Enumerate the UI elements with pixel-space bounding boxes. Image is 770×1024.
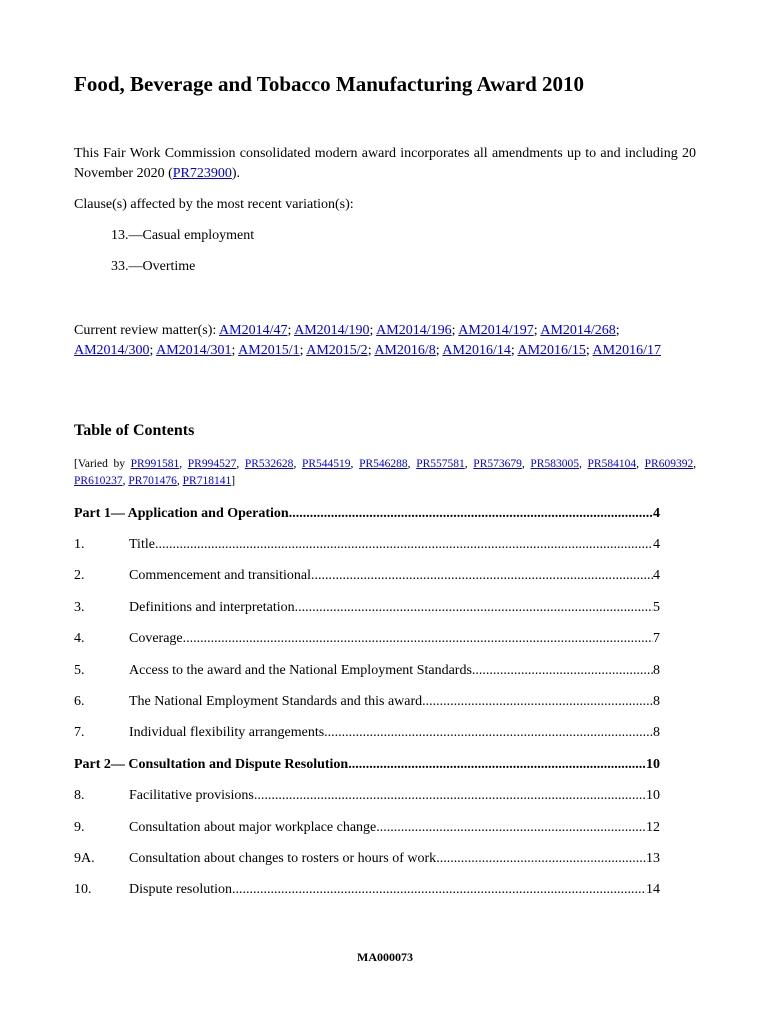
varied-by-link[interactable]: PR532628 — [244, 458, 294, 470]
review-matter-link[interactable]: AM2016/8 — [374, 343, 436, 358]
toc-entry — [129, 882, 660, 898]
intro-variation-link[interactable]: PR723900 — [172, 166, 232, 181]
review-matter-link[interactable]: AM2016/17 — [592, 343, 661, 358]
toc-number: 5. — [74, 662, 85, 678]
toc-entry — [74, 506, 660, 522]
separator: , — [122, 475, 129, 487]
intro-text: This Fair Work Commission consolidated modern award incorporates all amendments up to and including 20 November 2020 ( — [74, 146, 696, 181]
toc-label: Consultation about major workplace change — [129, 819, 377, 835]
toc-heading: Table of Contents — [74, 422, 195, 439]
toc-number: 9. — [74, 819, 85, 835]
toc-leader-dots — [155, 537, 653, 553]
toc-label: Individual flexibility arrangements — [129, 725, 325, 741]
toc-number: 7. — [74, 725, 85, 741]
toc-row[interactable] — [74, 655, 660, 686]
review-matter-link[interactable]: AM2014/300 — [74, 343, 150, 358]
toc-page-number: 10 — [646, 788, 660, 804]
toc-leader-dots — [472, 663, 653, 679]
toc-page-number: 14 — [646, 882, 660, 898]
toc-entry — [74, 757, 660, 773]
toc-page-number: 10 — [646, 756, 660, 772]
separator: , — [179, 458, 188, 470]
toc-row[interactable] — [74, 812, 660, 843]
separator: ; — [510, 343, 518, 358]
review-matter-link[interactable]: AM2014/47 — [219, 323, 288, 338]
separator: ; — [585, 343, 593, 358]
review-matter-link[interactable]: AM2014/197 — [458, 323, 534, 338]
review-label: Current review matter(s): — [74, 323, 220, 338]
toc-number: 9A. — [74, 850, 95, 866]
intro-text-end: ). — [231, 166, 241, 181]
toc-page-number: 8 — [653, 662, 660, 678]
toc-entry — [129, 820, 660, 836]
toc-number: 6. — [74, 694, 85, 710]
table-of-contents — [74, 498, 660, 906]
toc-leader-dots — [232, 882, 646, 898]
separator: , — [464, 458, 474, 470]
separator: ; — [435, 343, 443, 358]
toc-label: Definitions and interpretation — [129, 599, 295, 615]
separator: ; — [615, 323, 620, 338]
toc-row[interactable] — [74, 592, 660, 623]
varied-by-link[interactable]: PR557581 — [416, 458, 465, 470]
review-matters — [74, 321, 696, 361]
toc-number: 8. — [74, 788, 85, 804]
varied-close: ] — [231, 475, 236, 487]
varied-by-link[interactable]: PR610237 — [74, 475, 123, 487]
toc-page-number: 13 — [646, 850, 660, 866]
intro-paragraph — [74, 144, 696, 184]
toc-number: 4. — [74, 631, 85, 647]
clauses-label: Clause(s) affected by the most recent variation(s): — [74, 197, 354, 212]
toc-entry — [129, 694, 660, 710]
separator: , — [236, 458, 245, 470]
toc-leader-dots — [348, 757, 646, 773]
toc-leader-dots — [311, 568, 653, 584]
review-matter-link[interactable]: AM2014/301 — [156, 343, 232, 358]
toc-row[interactable] — [74, 875, 660, 906]
separator: , — [176, 475, 183, 487]
toc-row[interactable] — [74, 561, 660, 592]
review-matter-link[interactable]: AM2015/2 — [306, 343, 368, 358]
varied-by-link[interactable]: PR609392 — [644, 458, 694, 470]
clause-item: 13.—Casual employment — [111, 228, 255, 243]
separator: ; — [287, 323, 295, 338]
toc-row[interactable] — [74, 686, 660, 717]
toc-label: Part 2— Consultation and Dispute Resolution — [74, 756, 349, 772]
toc-row[interactable] — [74, 624, 660, 655]
varied-by-link[interactable]: PR544519 — [301, 458, 351, 470]
review-matter-link[interactable]: AM2015/1 — [238, 343, 300, 358]
varied-by-link[interactable]: PR718141 — [182, 475, 232, 487]
separator: , — [693, 458, 697, 470]
separator: , — [293, 458, 302, 470]
varied-by-link[interactable]: PR583005 — [530, 458, 579, 470]
toc-page-number: 12 — [646, 819, 660, 835]
toc-label: Dispute resolution — [129, 882, 233, 898]
toc-leader-dots — [254, 788, 646, 804]
toc-page-number: 4 — [653, 537, 660, 553]
toc-label: Coverage — [129, 631, 183, 647]
review-matter-link[interactable]: AM2014/268 — [540, 323, 616, 338]
toc-row[interactable] — [74, 718, 660, 749]
toc-entry — [129, 537, 660, 553]
toc-entry — [129, 851, 660, 867]
review-matter-link[interactable]: AM2014/196 — [376, 323, 452, 338]
toc-label: Access to the award and the National Employment Standards — [129, 662, 472, 678]
toc-number: 10. — [74, 882, 92, 898]
toc-entry — [129, 631, 660, 647]
separator: , — [636, 458, 645, 470]
separator: , — [407, 458, 417, 470]
separator: ; — [299, 343, 307, 358]
toc-part-row[interactable] — [74, 749, 660, 780]
varied-by-list — [74, 456, 696, 490]
varied-by-link[interactable]: PR991581 — [130, 458, 180, 470]
toc-leader-dots — [422, 694, 653, 710]
toc-leader-dots — [324, 725, 653, 741]
toc-leader-dots — [295, 600, 653, 616]
varied-by-link[interactable]: PR584104 — [587, 458, 637, 470]
varied-by-link[interactable]: PR994527 — [187, 458, 237, 470]
review-matter-link[interactable]: AM2014/190 — [294, 323, 370, 338]
toc-leader-dots — [376, 820, 646, 836]
toc-entry — [129, 600, 660, 616]
toc-entry — [129, 725, 660, 741]
separator: , — [578, 458, 588, 470]
document-title: Food, Beverage and Tobacco Manufacturing Award 2010 — [74, 72, 585, 96]
toc-row[interactable] — [74, 529, 660, 560]
review-matter-link[interactable]: AM2016/15 — [517, 343, 586, 358]
toc-row[interactable] — [74, 843, 660, 874]
varied-by-link[interactable]: PR573679 — [473, 458, 522, 470]
toc-page-number: 4 — [653, 505, 660, 521]
toc-number: 2. — [74, 568, 85, 584]
varied-label: [Varied by — [74, 458, 131, 470]
toc-entry — [129, 663, 660, 679]
toc-number: 3. — [74, 599, 85, 615]
toc-page-number: 8 — [653, 725, 660, 741]
varied-by-link[interactable]: PR701476 — [128, 475, 177, 487]
separator: ; — [149, 343, 157, 358]
toc-row[interactable] — [74, 781, 660, 812]
toc-label: Title — [129, 537, 155, 553]
toc-page-number: 4 — [653, 568, 660, 584]
separator: ; — [369, 323, 377, 338]
toc-label: The National Employment Standards and this award — [129, 694, 423, 710]
toc-label: Part 1— Application and Operation — [74, 505, 289, 521]
clause-item: 33.—Overtime — [111, 259, 196, 274]
toc-page-number: 5 — [653, 599, 660, 615]
separator: , — [521, 458, 531, 470]
toc-page-number: 7 — [653, 631, 660, 647]
toc-label: Commencement and transitional — [129, 568, 311, 584]
award-code: MA000073 — [357, 950, 413, 964]
separator: ; — [367, 343, 375, 358]
toc-page-number: 8 — [653, 694, 660, 710]
separator: , — [350, 458, 360, 470]
toc-leader-dots — [436, 851, 646, 867]
varied-by-link[interactable]: PR546288 — [359, 458, 408, 470]
toc-leader-dots — [183, 631, 653, 647]
review-matter-link[interactable]: AM2016/14 — [442, 343, 511, 358]
toc-part-row[interactable] — [74, 498, 660, 529]
toc-entry — [129, 788, 660, 804]
toc-label: Facilitative provisions — [129, 788, 254, 804]
toc-entry — [129, 568, 660, 584]
toc-leader-dots — [289, 506, 653, 522]
toc-label: Consultation about changes to rosters or hours of work — [129, 850, 437, 866]
toc-number: 1. — [74, 537, 85, 553]
separator: ; — [231, 343, 239, 358]
separator: ; — [533, 323, 541, 338]
separator: ; — [451, 323, 459, 338]
